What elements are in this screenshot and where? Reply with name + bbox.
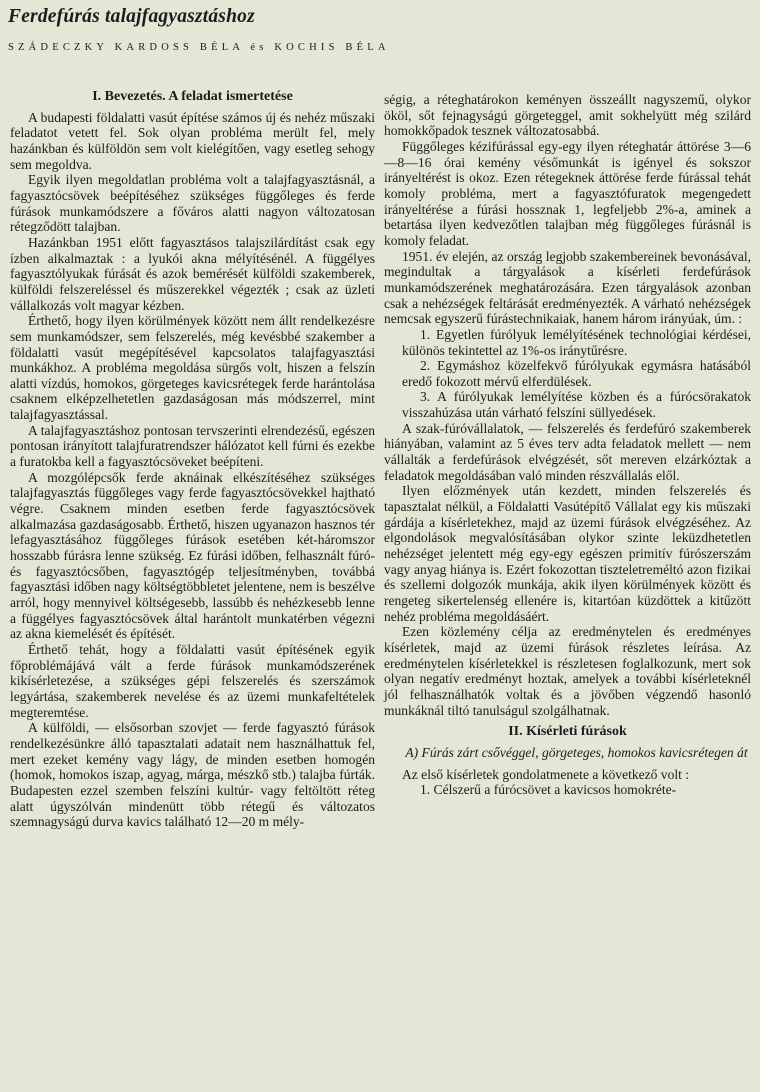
right-column	[384, 92, 751, 798]
paragraph: 1951. év elején, az ország legjobb szakembereinek bevonásával, megindultak a tárgyalások a kísérleti ferdefúrások munkamódszerének meghatározására. Ezen tárgyalások azonban csak a nehézségek feltárását eredményezték. A várható nehézségek nemcsak egyszerű fúrástechnikaiak, hanem három irányúak, úm. :	[384, 248, 751, 327]
paragraph: A külföldi, — elsősorban szovjet — ferde fagyasztó fúrások rendelkezésünkre álló tapasztalati adatait nem használhattuk fel, mert ezeket kemény vagy lágy, de minden esetben homogén (homok, homokos iszap, agyag, márga, mészkő stb.) talajba fúrták. Budapesten ezzel szemben felszíni kultúr- vagy feltöltött réteg alatt úgyszólván mindenütt több rétegű és változatos szemnagyságú durva kavics található 12—20 m mély-	[10, 720, 375, 830]
paragraph: Érthető, hogy ilyen körülmények között nem állt rendelkezésre sem munkamódszer, sem felszerelés, még kevésbbé szakember a földalatti vasút megépítésével kapcsolatos talajfagyasztási munkákhoz. A probléma megoldása sürgős volt, hiszen a felszín alatti vízdús, homokos, görgeteges kavicsrétegek ferde harántolása csaknem elképzelhetetlen gazdaságosan más módszerrel, mint talajfagyasztással.	[10, 313, 375, 423]
paragraph: A talajfagyasztáshoz pontosan tervszerinti elrendezésű, egészen pontosan irányított talajfuratrendszer hálózatot kell fúrni és ezekbe a furatokba kell a fagyasztócsöveket beépíteni.	[10, 422, 375, 470]
section-heading-introduction: I. Bevezetés. A feladat ismertetése	[92, 89, 293, 104]
paragraph: Az első kísérletek gondolatmenete a következő volt :	[402, 766, 690, 782]
paragraph: A mozgólépcsők ferde aknáinak elkészítéséhez szükséges talajfagyasztás függőleges vagy ferde fagyasztócsövekkel hajtható végre. Csaknem minden esetben ferde fagyasztócsövek alkalmazása gazdaságosabb. Érthető, hiszen ugyanazon hasznos tér lefagyasztásához függőleges fúrások esetében két-háromszor hosszabb fúrásra lenne szükség. Ez fúrási időben, felhasznált fúró- és fagyasztócsőben, fagyasztógép teljesítményben, továbbá fagyasztási időben nagy költségtöbbletet jelentene, nem is beszélve arról, hogy mennyivel költségesebb, lassúbb és nehézkesebb lenne a függélyes fagyasztócsövek által harántolt munkatérben végezni az akna kiemelését és építését.	[10, 469, 375, 642]
paragraph: Hazánkban 1951 előtt fagyasztásos talajszilárdítást csak egy ízben alkalmaztak : a lyukói akna mélyítésénél. A függélyes fagyasztólyukak fúrását és azok bemérését külföldi szakemberek, külföldi felszereléssel és műszerekkel végezték ; csak az üzleti vállalkozás volt magyar kézben.	[10, 234, 375, 313]
subsection-heading: A) Fúrás zárt csővéggel, görgeteges, homokos kavicsrétegen át	[405, 744, 748, 760]
authors-line: SZÁDECZKY KARDOSS BÉLA és KOCHIS BÉLA	[8, 42, 390, 53]
paragraph: ségig, a réteghatárokon keményen összeállt nagyszemű, olykor ököl, sőt fejnagyságú görgeteggel, amit sokhelyütt még szilárd homokkőpadok tesznek változatosabbá.	[384, 92, 751, 139]
list-item: 1. Egyetlen fúrólyuk lemélyítésének technológiai kérdései, különös tekintettel az 1%-os iránytűrésre.	[402, 326, 751, 358]
paragraph: Ilyen előzmények után kezdett, minden felszerelés és tapasztalat nélkül, a Földalatti Vasútépítő Vállalat egy kis műszaki gárdája a kísérletekhez, majd az üzemi fúrások elvégzéséhez. Az elgondolások megvalósításában olykor szinte leküzdhetetlen nehézséget jelentett még egy-egy egészen primitív fúrószerszám vagy anyag hiánya is. Ezért fokozottan tiszteletreméltó azon fizikai és szellemi dolgozók munkája, akik ilyen körülmények között és rengeteg sikertelenség ellenére is, kitartóan küzdöttek a kitűzött nehéz probléma megoldásáért.	[384, 483, 751, 624]
list-item: 1. Célszerű a fúrócsövet a kavicsos homokréte-	[420, 782, 677, 798]
paragraph: Érthető tehát, hogy a földalatti vasút építésének egyik főproblémájává vált a ferde fúrások munkamódszerének kikísérletezése, a szükséges gépi felszerelés és szerszámok legyártása, szakemberek nevelése és az üzemi munkafeltételek megteremtése.	[10, 641, 375, 720]
section-heading-experimental-drilling: II. Kísérleti fúrások	[508, 724, 627, 740]
list-item: 3. A fúrólyukak lemélyítése közben és a fúrócsörakatok visszahúzása után várható felszíni süllyedések.	[402, 389, 751, 421]
paragraph: A szak-fúróvállalatok, — felszerelés és ferdefúró szakemberek hiányában, valamint az 5 éves terv adta feladatok mellett — nem vállalták a ferdefúrások elvégzését, sőt mereven elzárkóztak a feladatok megoldásában való minden részvállalás elől.	[384, 420, 751, 483]
paragraph: Függőleges kézifúrással egy-egy ilyen réteghatár áttörése 3—6—8—16 órai kemény vésőmunkát is igényel és sokszor irányeltérést is okoz. Ezen rétegeknek áttörése ferde fúrással tehát komoly probléma, mert a fagyasztófuratok megengedett irányeltérése a fúrási hossznak 1, legfeljebb 2%-a, aminek a betartása ilyen kedvezőtlen talajban még függőleges fúrásnál is komoly feladat.	[384, 138, 751, 248]
page-title: Ferdefúrás talajfagyasztáshoz	[8, 6, 255, 27]
paragraph: Ezen közlemény célja az eredménytelen és eredményes kísérletek, majd az üzemi fúrások részletes leírása. Az eredménytelen kísérletekkel is részletesen foglalkozunk, mert sok olyan negatív eredményt hoztak, amelyek a további kísérleteknél jól felhasználhatók voltak és a jövőben végzendő hasonló munkáknál tiltó tanulságul szolgálhatnak.	[384, 624, 751, 718]
paragraph: A budapesti földalatti vasút építése számos új és nehéz műszaki feladatot vetett fel. Sok olyan probléma merült fel, mely hazánkban és külföldön sem volt kielégítően, vagy esetleg sehogy sem megoldva.	[10, 109, 375, 172]
paragraph: Egyik ilyen megoldatlan probléma volt a talajfagyasztásnál, a fagyasztócsövek beépítéséhez szükséges függőleges és ferde fúrások munkamódszere a főváros alatti nagyon változatosan rétegződött talajban.	[10, 172, 375, 235]
list-item: 2. Egymáshoz közelfekvő fúrólyukak egymásra hatásából eredő fokozott mérvű elferdülések.	[402, 358, 751, 389]
left-column	[10, 89, 375, 830]
